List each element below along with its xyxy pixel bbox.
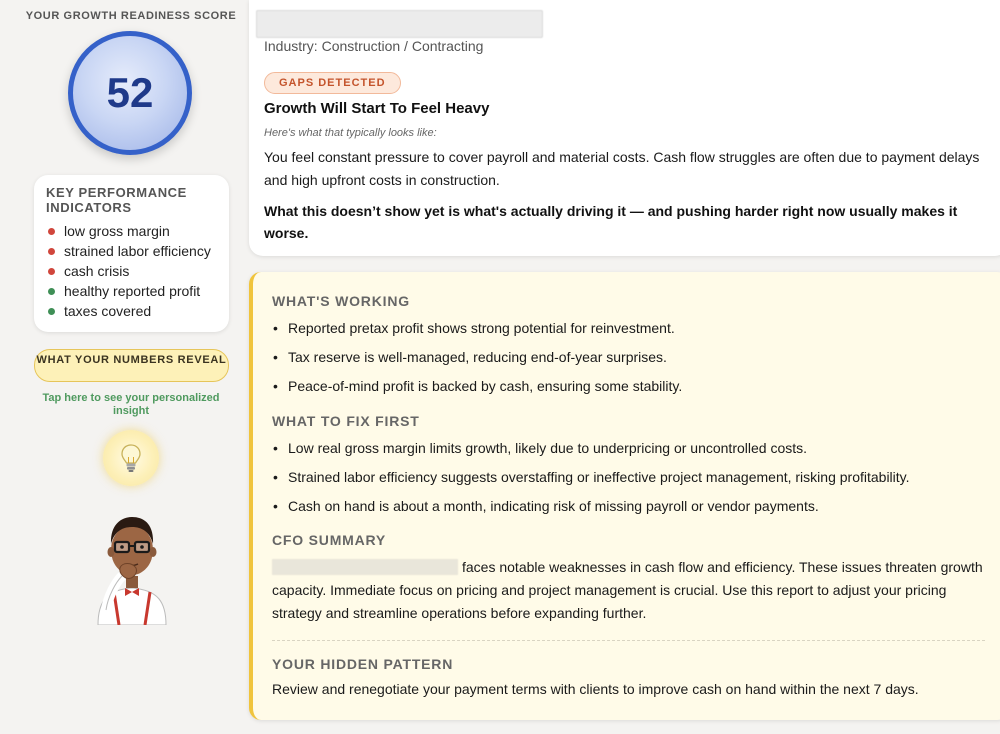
list-item: • Low real gross margin limits growth, likely due to underpricing or uncontrolled costs. bbox=[273, 439, 807, 457]
section-title-fix-first: WHAT TO FIX FIRST bbox=[272, 413, 420, 429]
list-item: • Cash on hand is about a month, indicating risk of missing payroll or vendor payments. bbox=[273, 497, 819, 515]
lightbulb-button[interactable] bbox=[103, 430, 159, 486]
advisor-avatar bbox=[92, 510, 172, 625]
section-title-working: WHAT'S WORKING bbox=[272, 293, 410, 309]
status-dot-red bbox=[48, 248, 55, 255]
kpi-label: low gross margin bbox=[64, 223, 170, 239]
cfo-summary-body: faces notable weaknesses in cash flow and efficiency. These issues threaten growth capacity. Immediate focus on pricing and project management is crucial. Use this report to adjust your pricing strategy and streamline operations before expanding further. bbox=[272, 559, 983, 621]
kpi-item bbox=[46, 241, 217, 261]
lightbulb-icon bbox=[120, 443, 142, 473]
cfo-summary-text bbox=[272, 556, 992, 625]
reveal-numbers-button[interactable]: WHAT YOUR NUMBERS REVEAL bbox=[34, 349, 229, 382]
kpi-item bbox=[46, 261, 217, 281]
assessment-warning: What this doesn’t show yet is what's actually driving it — and pushing harder right now usually makes it worse. bbox=[264, 203, 958, 241]
kpi-item bbox=[46, 221, 217, 241]
assessment-body: You feel constant pressure to cover payroll and material costs. Cash flow struggles are often due to payment delays and high upfront costs in construction. bbox=[264, 149, 980, 188]
kpi-card bbox=[34, 175, 229, 332]
kpi-label: cash crisis bbox=[64, 263, 130, 279]
hidden-pattern-text: Review and renegotiate your payment terms with clients to improve cash on hand within the next 7 days. bbox=[272, 681, 919, 697]
company-name-redacted bbox=[256, 10, 543, 38]
kpi-title: KEY PERFORMANCE INDICATORS bbox=[46, 185, 187, 215]
kpi-item bbox=[46, 301, 217, 321]
insights-card bbox=[249, 272, 1000, 720]
status-dot-red bbox=[48, 228, 55, 235]
section-title-hidden-pattern: YOUR HIDDEN PATTERN bbox=[272, 656, 454, 672]
status-dot-green bbox=[48, 308, 55, 315]
company-name-redacted bbox=[272, 559, 458, 575]
score-label: YOUR GROWTH READINESS SCORE bbox=[25, 10, 237, 22]
industry-label: Industry: Construction / Contracting bbox=[264, 38, 484, 54]
kpi-label: strained labor efficiency bbox=[64, 243, 211, 259]
kpi-label: taxes covered bbox=[64, 303, 152, 319]
assessment-headline: Growth Will Start To Feel Heavy bbox=[264, 100, 490, 117]
divider bbox=[272, 640, 985, 641]
score-value: 52 bbox=[106, 69, 154, 116]
section-title-cfo-summary: CFO SUMMARY bbox=[272, 532, 387, 548]
status-dot-red bbox=[48, 268, 55, 275]
status-badge: GAPS DETECTED bbox=[264, 72, 401, 94]
kpi-item bbox=[46, 281, 217, 301]
list-item: • Peace-of-mind profit is backed by cash, ensuring some stability. bbox=[273, 377, 682, 395]
score-ring bbox=[68, 31, 192, 155]
kpi-label: healthy reported profit bbox=[64, 283, 201, 299]
list-item: • Reported pretax profit shows strong potential for reinvestment. bbox=[273, 319, 675, 337]
list-item: • Tax reserve is well-managed, reducing end-of-year surprises. bbox=[273, 348, 667, 366]
assessment-intro: Here's what that typically looks like: bbox=[264, 127, 437, 139]
list-item: • Strained labor efficiency suggests overstaffing or ineffective project management, risking profitability. bbox=[273, 468, 910, 486]
tap-hint[interactable]: Tap here to see your personalized insight bbox=[42, 392, 220, 417]
status-dot-green bbox=[48, 288, 55, 295]
